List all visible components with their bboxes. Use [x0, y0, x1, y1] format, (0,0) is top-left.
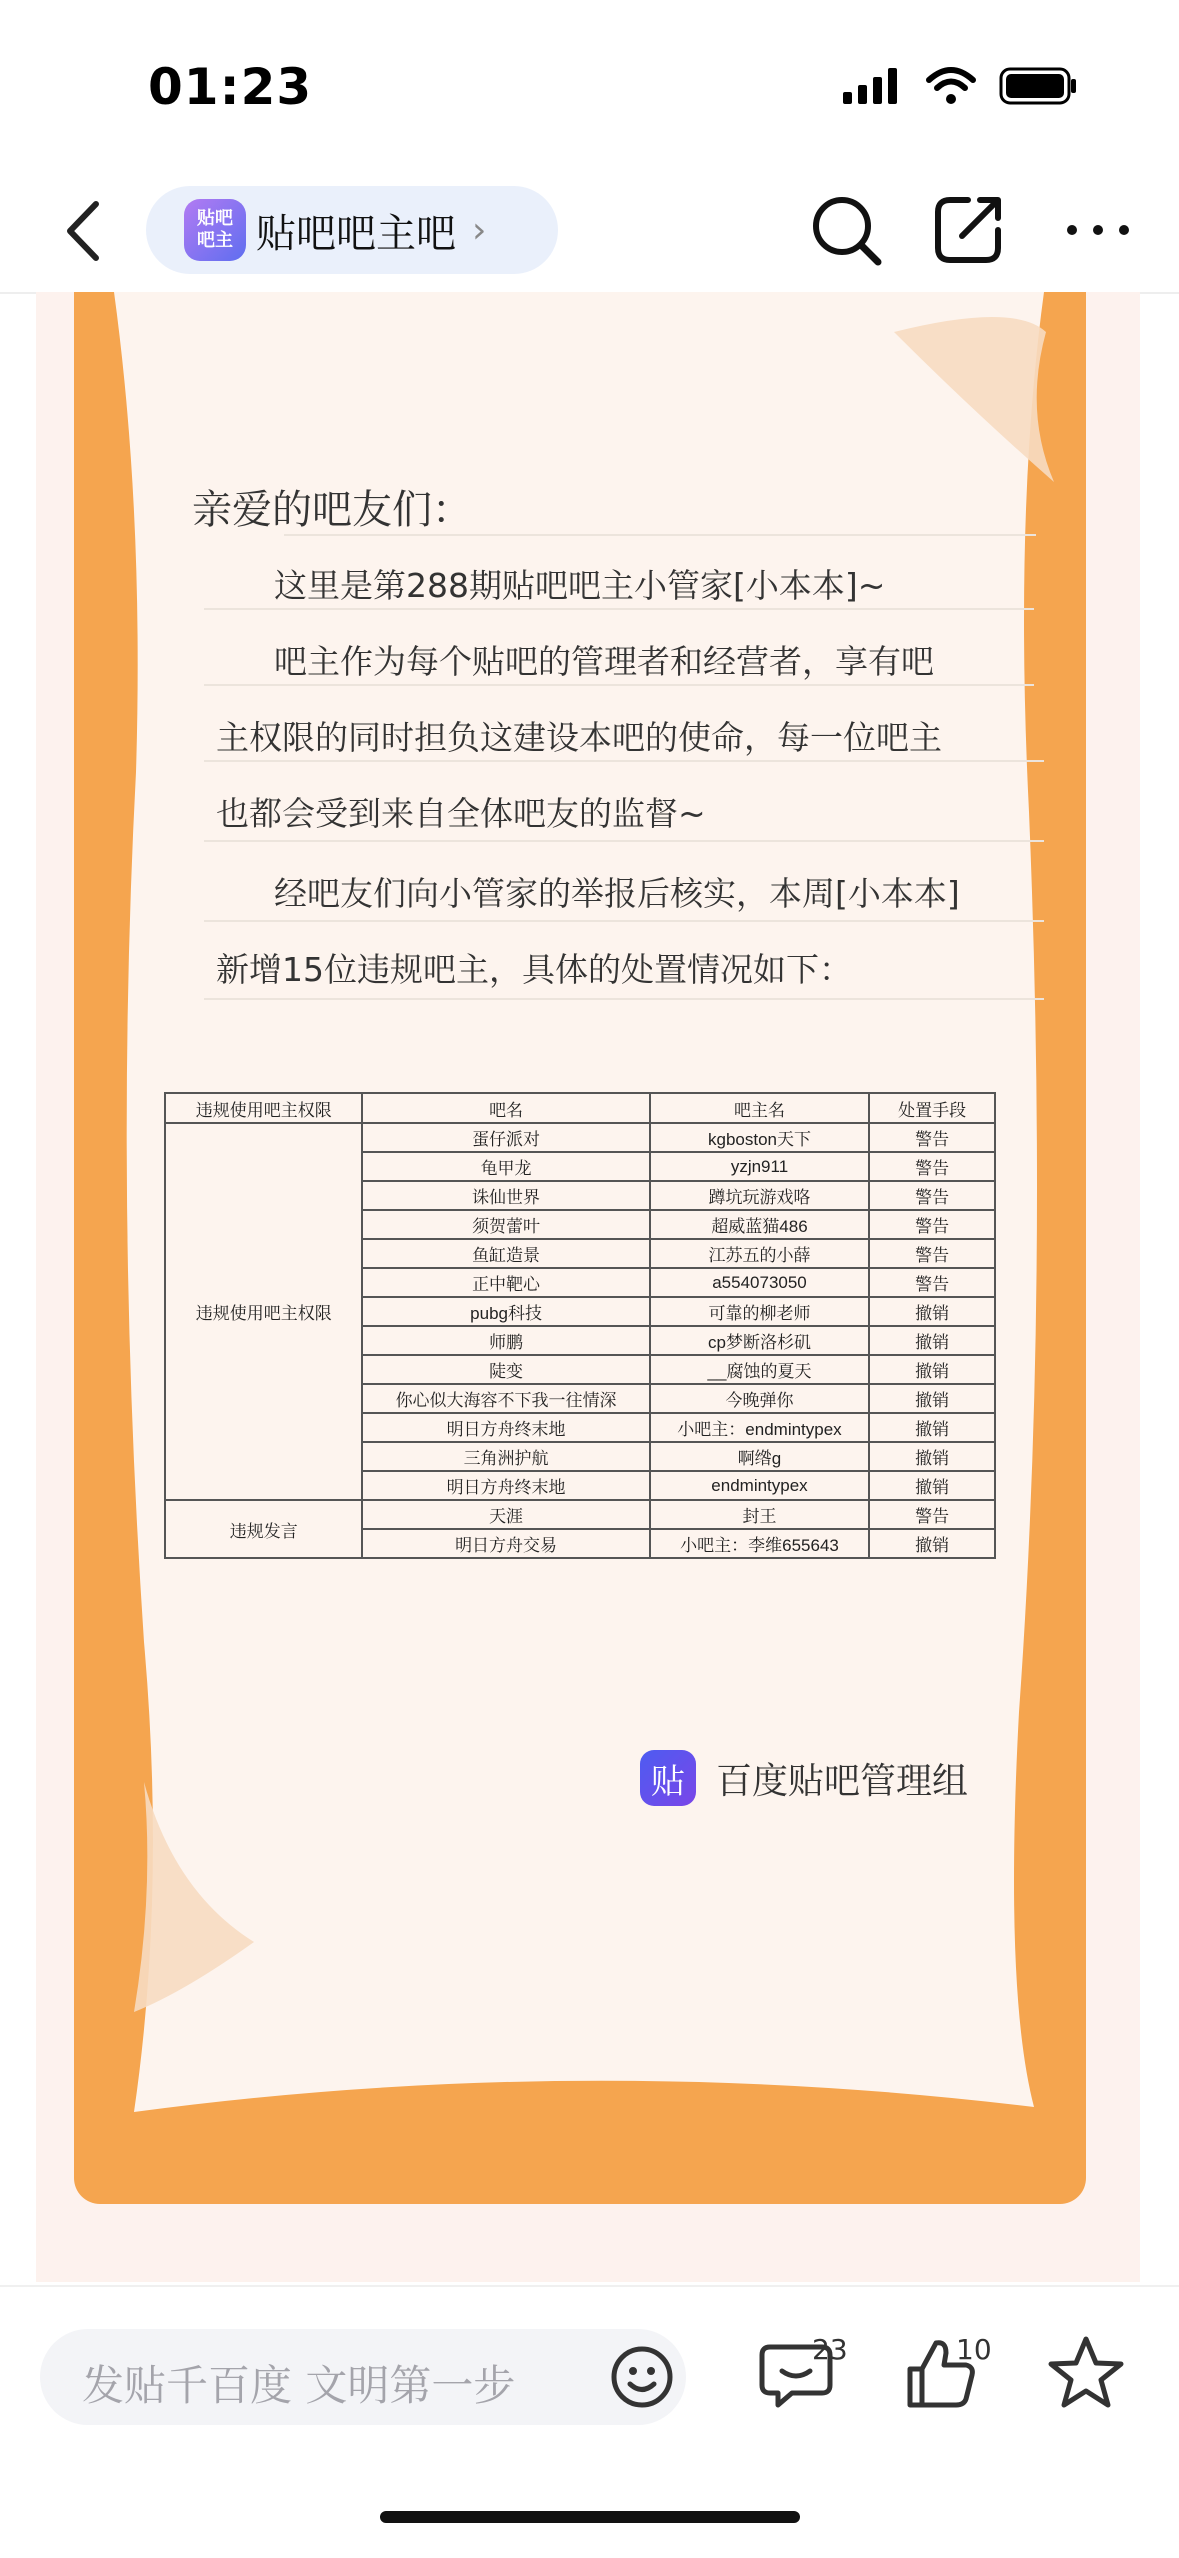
table-cell: 小吧主：李维655643 [650, 1529, 870, 1558]
tieba-logo-icon: 贴 [640, 1750, 696, 1806]
star-icon[interactable] [1044, 2331, 1128, 2415]
forum-avatar [184, 199, 246, 261]
letter-line: 主权限的同时担负这建设本吧的使命，每一位吧主 [216, 718, 942, 757]
table-header-row [165, 1093, 995, 1123]
table-cell: cp梦断洛杉矶 [650, 1326, 870, 1355]
divider [284, 534, 1036, 536]
table-cell: 撤销 [869, 1297, 995, 1326]
table-cell: 明日方舟终末地 [362, 1471, 649, 1500]
table-cell: 撤销 [869, 1326, 995, 1355]
table-cell: a554073050 [650, 1268, 870, 1297]
table-cell: 诛仙世界 [362, 1181, 649, 1210]
letter-line: 吧主作为每个贴吧的管理者和经营者，享有吧 [274, 642, 934, 681]
letter-line: 这里是第288期贴吧吧主小管家[小本本]~ [274, 566, 886, 605]
table-cell: 明日方舟交易 [362, 1529, 649, 1558]
compose-placeholder: 发贴千百度 文明第一步 [82, 2361, 516, 2410]
divider [204, 920, 1044, 922]
table-cell: 撤销 [869, 1355, 995, 1384]
letter-greeting: 亲爱的吧友们： [192, 487, 472, 533]
table-cell: 超威蓝猫486 [650, 1210, 870, 1239]
table-cell: 警告 [869, 1123, 995, 1152]
table-cell: 小吧主：endmintypex [650, 1413, 870, 1442]
table-cell: 撤销 [869, 1384, 995, 1413]
back-icon[interactable] [52, 196, 122, 266]
table-cell: 警告 [869, 1210, 995, 1239]
table-cell: 今晚弹你 [650, 1384, 870, 1413]
divider [204, 840, 1044, 842]
status-bar [0, 0, 1179, 170]
forum-name: 贴吧吧主吧 [256, 210, 456, 257]
letter-line: 也都会受到来自全体吧友的监督~ [216, 794, 706, 833]
wifi-icon [925, 66, 977, 106]
table-row [165, 1123, 995, 1152]
table-cell: 啊绺g [650, 1442, 870, 1471]
divider [204, 608, 1034, 610]
table-header: 处置手段 [869, 1093, 995, 1123]
chevron-right-icon: › [472, 209, 487, 251]
table-cell: endmintypex [650, 1471, 870, 1500]
divider [204, 760, 1044, 762]
like-count: 10 [956, 2333, 992, 2366]
table-cell: 正中靶心 [362, 1268, 649, 1297]
table-cell: 师鹏 [362, 1326, 649, 1355]
table-cell: kgboston天下 [650, 1123, 870, 1152]
table-cell: 陡变 [362, 1355, 649, 1384]
table-cell: yzjn911 [650, 1152, 870, 1181]
table-header: 违规使用吧主权限 [165, 1093, 362, 1123]
table-cell: 警告 [869, 1152, 995, 1181]
emoji-icon[interactable] [608, 2343, 676, 2411]
table-cell: 三角洲护航 [362, 1442, 649, 1471]
table-cell: 封王 [650, 1500, 870, 1529]
table-cell: pubg科技 [362, 1297, 649, 1326]
table-cell: 撤销 [869, 1413, 995, 1442]
table-cell: 须贺蕾叶 [362, 1210, 649, 1239]
table-cell: 你心似大海容不下我一往情深 [362, 1384, 649, 1413]
table-cell: 鱼缸造景 [362, 1239, 649, 1268]
announcement-poster [74, 292, 1086, 2204]
table-cell: 明日方舟终末地 [362, 1413, 649, 1442]
table-cell: 天涯 [362, 1500, 649, 1529]
signature [640, 1750, 968, 1806]
letter-line: 经吧友们向小管家的举报后核实，本周[小本本] [274, 874, 960, 913]
letter-line: 新增15位违规吧主，具体的处置情况如下： [216, 950, 852, 989]
violation-table [164, 1092, 996, 1559]
table-cell: 警告 [869, 1500, 995, 1529]
status-icons [841, 66, 1079, 106]
search-icon[interactable] [806, 190, 886, 270]
divider [204, 684, 1034, 686]
table-cell: 撤销 [869, 1442, 995, 1471]
table-cell: 江苏五的小薛 [650, 1239, 870, 1268]
table-cell: 警告 [869, 1268, 995, 1297]
more-icon[interactable] [1058, 190, 1138, 270]
violation-type-cell: 违规发言 [165, 1500, 362, 1558]
signature-text: 百度贴吧管理组 [716, 1760, 969, 1802]
table-cell: 警告 [869, 1239, 995, 1268]
table-header: 吧主名 [650, 1093, 870, 1123]
battery-icon [999, 66, 1079, 106]
comment-count: 23 [812, 2333, 848, 2366]
status-time: 01:23 [148, 58, 313, 116]
table-cell: 警告 [869, 1181, 995, 1210]
violation-type-cell: 违规使用吧主权限 [165, 1123, 362, 1500]
table-cell: 撤销 [869, 1471, 995, 1500]
divider [204, 998, 1044, 1000]
table-cell: 龟甲龙 [362, 1152, 649, 1181]
table-row [165, 1500, 995, 1529]
table-cell: 撤销 [869, 1529, 995, 1558]
table-header: 吧名 [362, 1093, 649, 1123]
signal-icon [841, 66, 903, 106]
table-cell: 蛋仔派对 [362, 1123, 649, 1152]
forum-pill[interactable] [146, 186, 558, 274]
nav-bar [0, 170, 1179, 294]
table-cell: 蹲坑玩游戏咯 [650, 1181, 870, 1210]
forum-avatar-text: 贴吧吧主 [197, 208, 233, 251]
table-cell: 可靠的柳老师 [650, 1297, 870, 1326]
compose-input[interactable] [40, 2329, 686, 2425]
share-icon[interactable] [928, 190, 1008, 270]
table-cell: __腐蚀的夏天 [650, 1355, 870, 1384]
home-indicator[interactable] [380, 2511, 800, 2523]
